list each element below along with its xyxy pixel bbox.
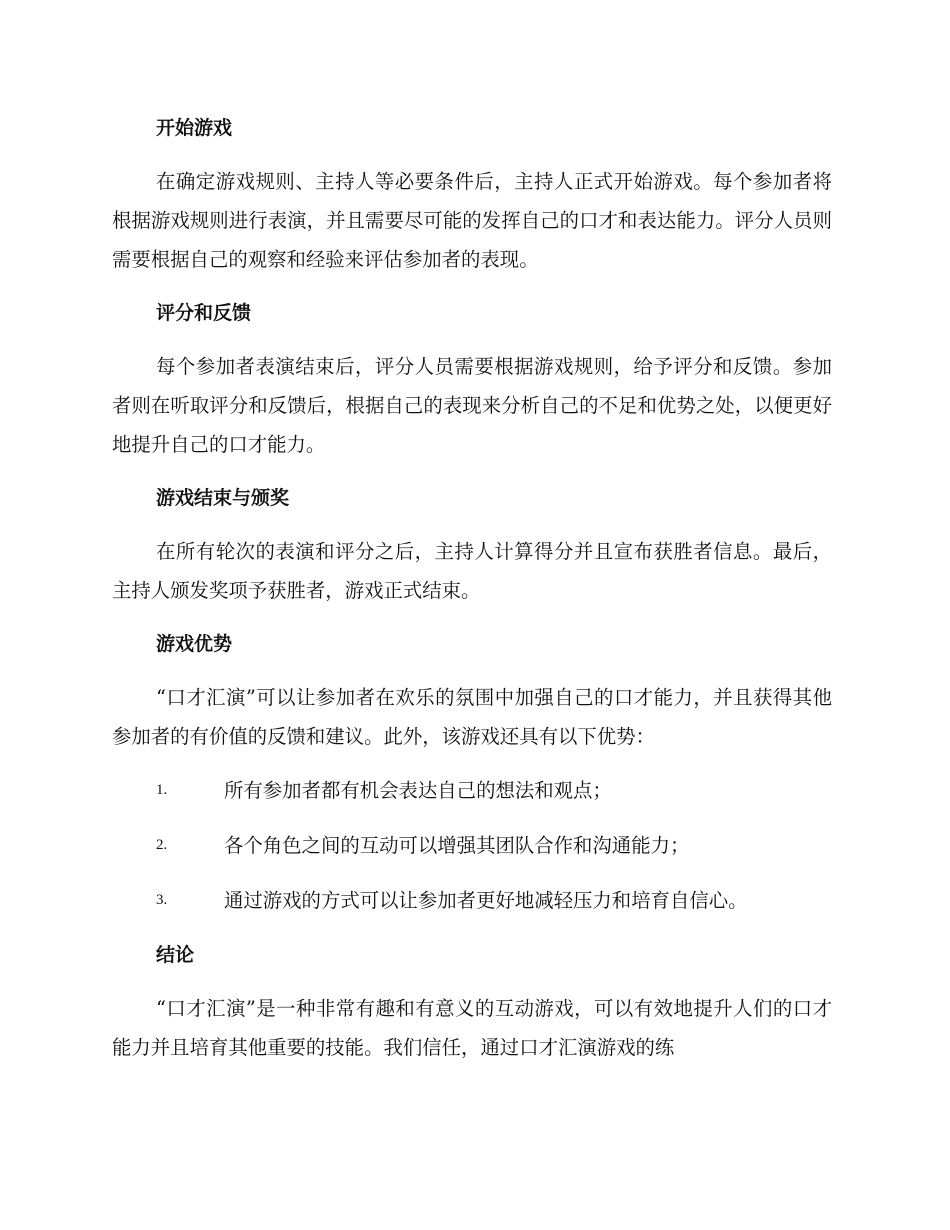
section-heading-game-advantages: 游戏优势 <box>156 633 233 655</box>
section-paragraph-start-game: 在确定游戏规则、主持人等必要条件后，主持人正式开始游戏。每个参加者将根据游戏规则进行表演，并且需要尽可能的发挥自己的口才和表达能力。评分人员则需要根据自己的观察和经验来评估参加者的表现。 <box>112 170 832 271</box>
list-item-number: 1. <box>156 782 168 798</box>
list-item-text: 所有参加者都有机会表达自己的想法和观点； <box>224 779 612 802</box>
section-paragraph-conclusion: “口才汇演”是一种非常有趣和有意义的互动游戏，可以有效地提升人们的口才能力并且培育其他重要的技能。我们信任，通过口才汇演游戏的练 <box>112 997 832 1059</box>
advantages-list <box>112 770 832 921</box>
list-item <box>112 770 832 811</box>
section-paragraph-game-end-awards: 在所有轮次的表演和评分之后，主持人计算得分并且宣布获胜者信息。最后，主持人颁发奖项予获胜者，游戏正式结束。 <box>112 540 832 602</box>
list-item <box>112 880 832 921</box>
list-item-number: 3. <box>156 892 168 908</box>
section-heading-conclusion: 结论 <box>156 944 195 966</box>
list-item-text: 各个角色之间的互动可以增强其团队合作和沟通能力； <box>224 834 690 857</box>
list-item-number: 2. <box>156 837 168 853</box>
section-paragraph-scoring-feedback: 每个参加者表演结束后，评分人员需要根据游戏规则，给予评分和反馈。参加者则在听取评分和反馈后，根据自己的表现来分析自己的不足和优势之处，以便更好地提升自己的口才能力。 <box>112 355 832 456</box>
list-item-text: 通过游戏的方式可以让参加者更好地减轻压力和培育自信心。 <box>224 889 748 912</box>
section-heading-start-game: 开始游戏 <box>156 117 233 139</box>
section-paragraph-game-advantages: “口才汇演”可以让参加者在欢乐的氛围中加强自己的口才能力，并且获得其他参加者的有价值的反馈和建议。此外，该游戏还具有以下优势： <box>112 686 832 748</box>
document-page <box>112 108 832 1081</box>
section-heading-scoring-feedback: 评分和反馈 <box>156 302 252 324</box>
section-heading-game-end-awards: 游戏结束与颁奖 <box>156 487 290 509</box>
list-item <box>112 825 832 866</box>
